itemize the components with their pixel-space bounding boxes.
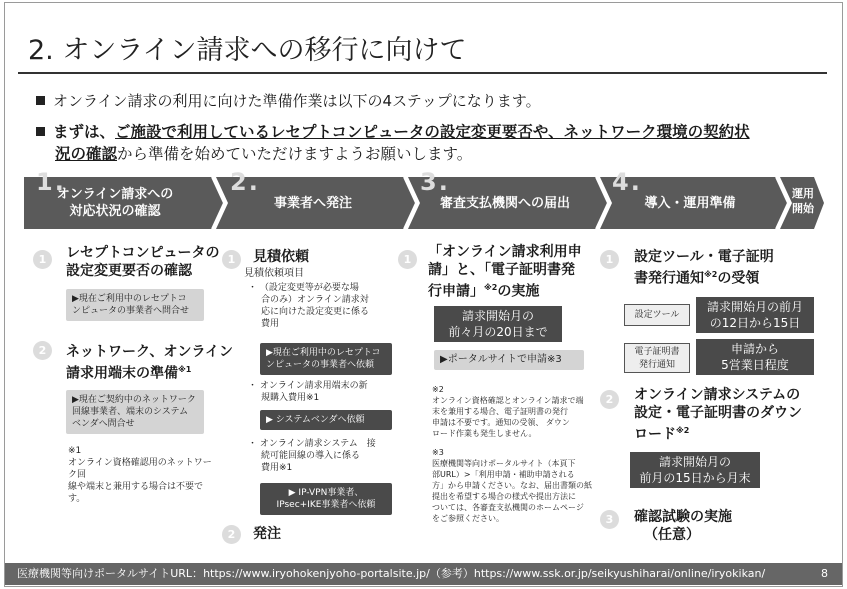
footer-portal-link[interactable]: https://www.iryohokenjyoho-portalsite.jp/ <box>203 567 430 580</box>
bullet-2-bold: ご施設で利用しているレセプトコンピュータの設定変更要否や、ネットワーク環境の契約状 <box>115 123 750 141</box>
col2-i2-line2: 規購入費用※1 <box>261 393 320 403</box>
col4-settings-tool-period <box>696 297 814 333</box>
col1-note-line1: ※1 <box>68 446 82 456</box>
step-1-label <box>40 186 190 220</box>
col4-period1-line1: 請求開始月の前月 <box>706 300 803 314</box>
col3-n3-line2: 医療機関等向けポータルサイト（本頁下 <box>432 459 576 468</box>
col1-btn2-line2: 回線事業者、端末のシステム <box>72 407 189 417</box>
col3-n2-line3: 末を兼用する場合、電子証明書の発行 <box>432 407 568 416</box>
col4-period1-line2: の12日から15日 <box>709 316 801 330</box>
col1-step-1-circle: 1 <box>33 250 52 269</box>
col4-period2-line2: 5営業日程度 <box>721 358 789 372</box>
col1-heading-1 <box>66 244 219 280</box>
bullet-2-post: から準備を始めていただけますようお願いします。 <box>117 145 473 163</box>
col3-n2-line4: 申請は不要です。通知の受領、 ダウン <box>432 418 570 427</box>
col4-download-period <box>630 452 760 488</box>
col2-subheading: 見積依頼項目 <box>244 268 304 279</box>
footer-ssk-link[interactable]: https://www.ssk.or.jp/seikyushiharai/online/iryokikan/ <box>473 567 766 580</box>
col4-period3-line1: 請求開始月の <box>658 455 731 469</box>
bullet-1-text: オンライン請求の利用に向けた準備作業は以下の4ステップになります。 <box>53 92 541 110</box>
col1-btn2-line1: ▶現在ご契約中のネットワーク <box>72 395 196 405</box>
col2-request-rececon-button[interactable] <box>260 343 392 375</box>
col3-n3-line6: ついては、各審査支払機関のホームページ <box>432 503 584 512</box>
bullet-2-bold2: 況の確認 <box>55 145 118 163</box>
col1-note-line3: 線や端末と兼用する場合は不要です。 <box>68 482 204 504</box>
step-2-number: 2. <box>230 168 260 196</box>
col4-period2-line1: 申請から <box>730 342 779 356</box>
col4-h3-line1: 確認試験の実施 <box>634 509 732 525</box>
col1-h1-line1: レセプトコンピュータの <box>66 245 220 261</box>
footer-reference-label: （参考） <box>429 567 474 580</box>
col2-item-2: ・ オンライン請求用端末の新 規購入費用※1 <box>248 380 396 404</box>
col4-h1-sup: ※2 <box>704 270 718 279</box>
footer-bar <box>5 563 842 585</box>
col4-step-3-circle: 3 <box>600 510 619 529</box>
col3-h1-line3: 行申請」 <box>428 283 484 300</box>
col4-heading-3 <box>634 508 732 544</box>
col2-i3-line1: オンライン請求システム 接 <box>259 439 376 449</box>
col2-i1-line3: 応に向けた設定変更に係る <box>261 307 370 317</box>
final-step-label <box>786 186 820 216</box>
col4-h2-line3: ロード <box>634 426 676 443</box>
col4-settings-tool-box: 設定ツール <box>624 304 690 326</box>
col3-n3-line3: 部URL）>「利用申請・補助申請される <box>432 470 575 479</box>
col1-h2-line1: ネットワーク、オンライン <box>66 344 234 360</box>
col2-i2-line1: オンライン請求用端末の新 <box>259 381 368 391</box>
col4-h1-line2: 書発行通知 <box>634 270 704 287</box>
col4-certificate-period <box>696 339 814 375</box>
title-divider <box>18 72 827 74</box>
col2-heading-2: 発注 <box>253 526 281 542</box>
bullet-square-icon <box>36 127 45 136</box>
col4-box2-line2: 発行通知 <box>638 360 675 370</box>
col4-step-2-circle: 2 <box>600 390 619 409</box>
final-step-line2: 開始 <box>792 202 814 215</box>
col4-period3-line2: 前月の15日から月末 <box>639 471 751 485</box>
page-number: 8 <box>821 567 828 580</box>
col4-step-1-circle: 1 <box>600 250 619 269</box>
col2-item-1: ・ （設定変更等が必要な場 合のみ）オンライン請求対 応に向けた設定変更に係る 費用 <box>248 282 396 330</box>
col4-heading-1 <box>634 248 774 288</box>
col3-deadline-box <box>434 306 562 342</box>
final-step-line1: 運用 <box>792 187 814 200</box>
col3-heading-1 <box>428 243 582 301</box>
col3-h1-line3b: の実施 <box>497 283 540 300</box>
step-4-number: 4. <box>612 168 642 196</box>
col3-h1-line1: 「オンライン請求利用申 <box>428 244 582 260</box>
col2-i3-line2: 続可能回線の導入に係る <box>261 451 361 461</box>
col3-n2-line1: ※2 <box>432 385 444 394</box>
step-3-number: 3. <box>420 168 450 196</box>
step-1-label-line2: 対応状況の確認 <box>69 204 161 219</box>
col3-n2-line5: ロード作業も発生しません。 <box>432 429 537 438</box>
step-1-number: 1. <box>36 168 66 196</box>
col2-step-1-circle: 1 <box>222 250 241 269</box>
col3-n2-line2: オンライン資格確認とオンライン請求で端 <box>432 396 584 405</box>
col1-btn1-line1: ▶現在ご利用中のレセプトコ <box>72 294 187 304</box>
col4-h2-sup: ※2 <box>676 426 690 435</box>
col2-btn3-line2: IPsec+IKE事業者へ依頼 <box>276 500 376 510</box>
col1-h2-line2: 請求用端末の準備 <box>66 365 178 382</box>
col3-deadline-line1: 請求開始月の <box>461 309 534 323</box>
col3-deadline-line2: 前々月の20日まで <box>448 325 548 339</box>
col1-step-2-circle: 2 <box>33 341 52 360</box>
col3-footnote-3 <box>432 447 602 524</box>
col2-item-3: ・ オンライン請求システム 接 続可能回線の導入に係る 費用※1 <box>248 438 396 474</box>
col1-h1-line2: 設定変更要否の確認 <box>66 263 192 279</box>
col3-n3-line5: 提出を希望する場合の様式や提出方法に <box>432 492 576 501</box>
col2-btn1-line1: ▶現在ご利用中のレセプトコ <box>266 348 381 358</box>
col3-portal-apply-button[interactable]: ▶ポータルサイトで申請※3 <box>434 350 584 370</box>
col2-i3-line3: 費用※1 <box>261 463 293 473</box>
bullet-2 <box>36 122 750 142</box>
col3-n3-line4: 方」から申請ください。なお、届出書類の紙 <box>432 481 592 490</box>
bullet-1 <box>36 91 541 111</box>
col4-h1-line2b: の受領 <box>717 270 760 287</box>
col4-h1-line1: 設定ツール・電子証明 <box>634 249 774 265</box>
col1-contact-network-button[interactable] <box>66 390 204 434</box>
col1-h2-sup: ※1 <box>178 365 192 374</box>
col4-h2-line1: オンライン請求システムの <box>634 387 801 403</box>
step-4-label: 導入・運用準備 <box>644 196 736 211</box>
col1-btn2-line3: ベンダへ問合せ <box>72 419 135 429</box>
col2-step-2-circle: 2 <box>222 525 241 544</box>
col1-note-line2: オンライン資格確認用のネットワーク回 <box>68 458 212 480</box>
col4-h3-line2: （任意） <box>644 527 700 543</box>
col3-n3-line1: ※3 <box>432 448 444 457</box>
col2-btn1-line2: ンピュータの事業者へ依頼 <box>266 360 375 370</box>
col2-btn3-line1: ▶ IP-VPN事業者、 <box>288 488 364 498</box>
col4-box2-line1: 電子証明書 <box>634 347 680 357</box>
col2-heading-1: 見積依頼 <box>253 249 309 265</box>
step-3-label: 審査支払機関への届出 <box>439 196 570 211</box>
col2-request-vendor-button[interactable]: ▶ システムベンダへ依頼 <box>260 410 392 430</box>
col2-i1-line4: 費用 <box>261 319 280 329</box>
col1-heading-2 <box>66 343 233 383</box>
page-title: 2. オンライン請求への移行に向けて <box>28 35 467 66</box>
col3-step-1-circle: 1 <box>398 250 417 269</box>
col2-i1-line2: 合のみ）オンライン請求対 <box>261 295 369 305</box>
col3-n3-line7: をご参照ください。 <box>432 514 504 523</box>
col3-footnote-2 <box>432 384 594 439</box>
col2-request-network-button[interactable] <box>260 483 392 515</box>
bullet-square-icon <box>36 96 45 105</box>
bullet-2-pre: まずは、 <box>53 123 116 141</box>
bullet-2-line2 <box>55 144 472 164</box>
col1-btn1-line2: ンピュータの事業者へ問合せ <box>72 306 190 316</box>
col3-h1-line2: 請」と、「電子証明書発 <box>428 262 575 278</box>
col4-heading-2 <box>634 386 802 444</box>
col3-h1-sup: ※2 <box>484 283 498 292</box>
col4-certificate-notice-box <box>624 343 690 373</box>
col1-contact-rececon-button[interactable] <box>66 289 204 321</box>
col1-footnote <box>68 445 218 505</box>
step-1-label-line1: オンライン請求への <box>56 187 174 202</box>
col2-i1-line1: （設定変更等が必要な場 <box>259 283 359 293</box>
footer-prefix: 医療機関等向けポータルサイトURL： <box>17 567 204 580</box>
step-2-label: 事業者へ発注 <box>273 196 352 211</box>
col4-h2-line2: 設定・電子証明書のダウン <box>634 405 802 421</box>
